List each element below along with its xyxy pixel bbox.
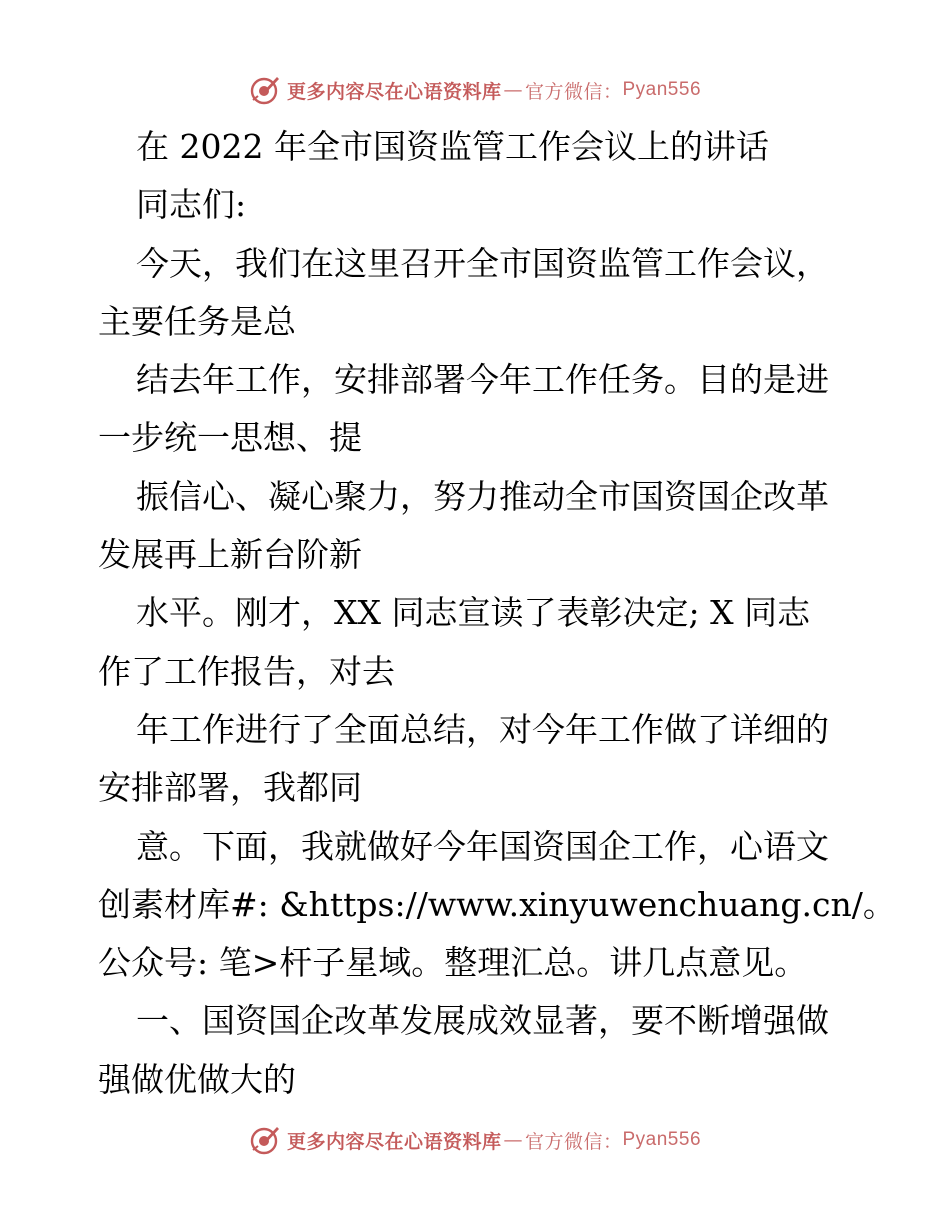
banner-dash: — (503, 1129, 523, 1151)
text-line: 公众号: 笔>杆子星域。整理汇总。讲几点意见。 (98, 943, 808, 983)
text-line: 创素材库#: &https://www.xinyuwenchuang.cn/。 (98, 884, 896, 924)
text-line: 强做优做大的 (98, 1059, 296, 1099)
speech-body (98, 118, 896, 1109)
text-line: 同志们: (136, 185, 247, 225)
banner-wechat-label: 官方微信： (524, 80, 623, 103)
text-line: 年工作进行了全面总结，对今年工作做了详细的 (136, 709, 829, 749)
text-line: 结去年工作，安排部署今年工作任务。目的是进 (136, 360, 829, 400)
text-line: 发展再上新台阶新 (98, 535, 362, 575)
banner-wechat-label: 官方微信： (524, 1130, 623, 1153)
text-line: 今天，我们在这里召开全市国资监管工作会议， (136, 243, 829, 283)
text-line: 主要任务是总 (98, 301, 296, 341)
quill-seal-icon (249, 74, 281, 106)
banner-wechat-handle: Pyan556 (622, 1129, 702, 1150)
text-line: 一步统一思想、提 (98, 418, 362, 458)
text-line: 一、国资国企改革发展成效显著，要不断增强做 (136, 1001, 829, 1041)
banner-wechat-handle: Pyan556 (622, 79, 702, 100)
text-line: 振信心、凝心聚力，努力推动全市国资国企改革 (136, 476, 829, 516)
banner-dash: — (503, 79, 523, 101)
quill-seal-icon (249, 1124, 281, 1156)
header-watermark-banner (0, 70, 950, 110)
text-line: 作了工作报告，对去 (98, 651, 395, 691)
text-line: 水平。刚才，XX 同志宣读了表彰决定; X 同志 (136, 593, 811, 633)
text-line: 安排部署，我都同 (98, 768, 362, 808)
footer-watermark-banner (0, 1120, 950, 1160)
text-line: 意。下面，我就做好今年国资国企工作，心语文 (136, 826, 829, 866)
banner-brand-text: 更多内容尽在心语资料库 (286, 1130, 502, 1153)
text-line: 在 2022 年全市国资监管工作会议上的讲话 (136, 127, 769, 166)
banner-brand-text: 更多内容尽在心语资料库 (286, 80, 502, 103)
